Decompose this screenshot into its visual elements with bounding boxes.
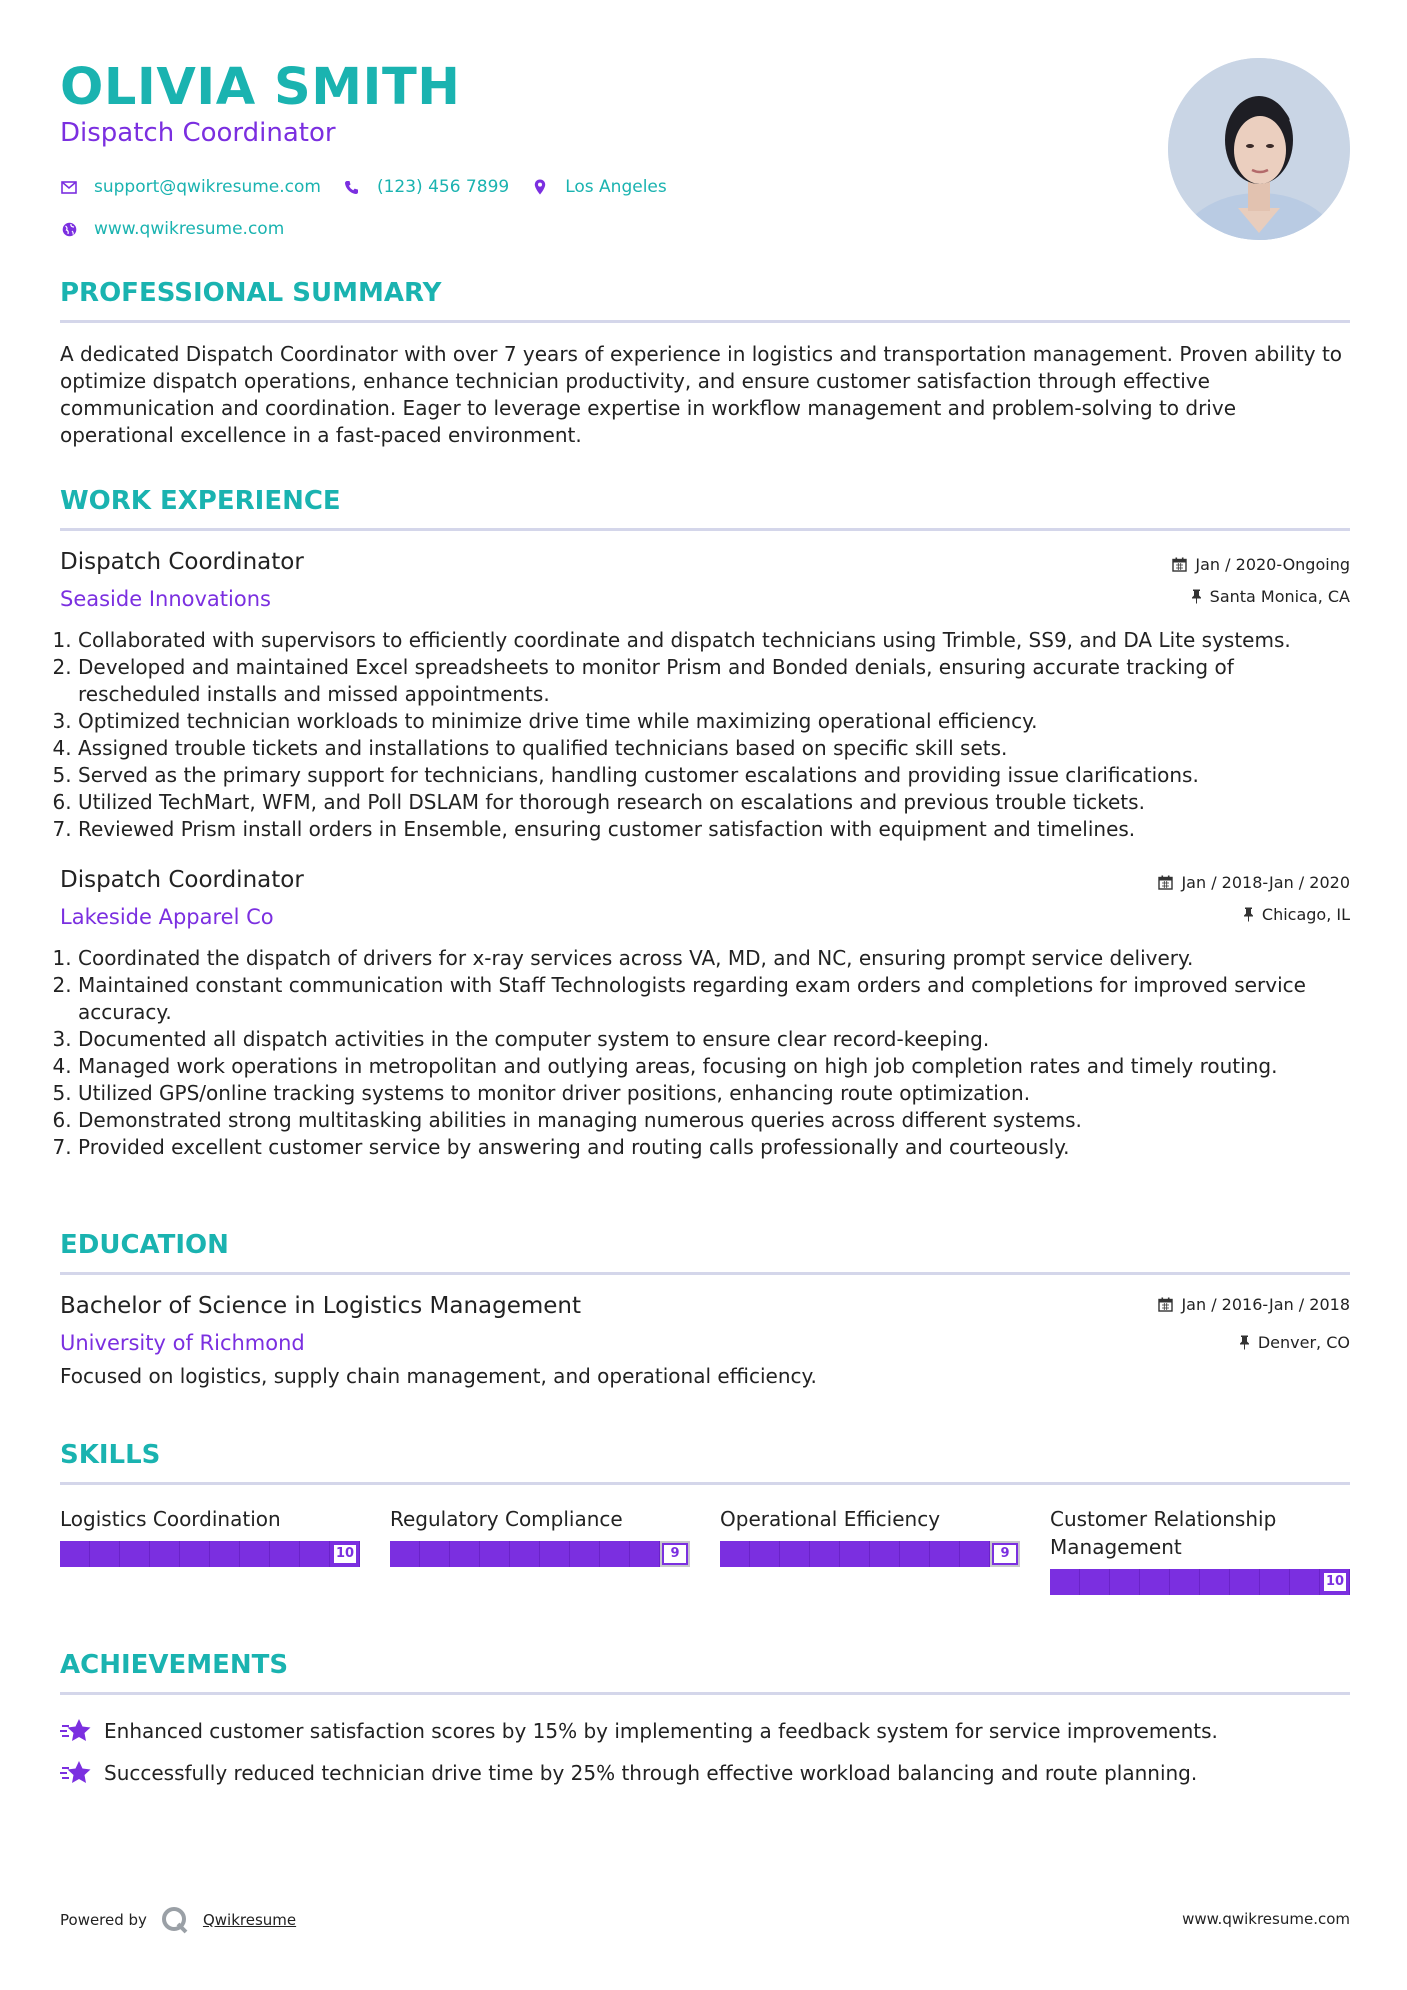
skill-name: Customer Relationship Management — [1050, 1507, 1277, 1559]
website-contact[interactable] — [60, 219, 284, 239]
list-item: 3. Documented all dispatch activities in the computer system to ensure clear record-keeping. — [78, 1026, 1350, 1053]
list-item: 7. Reviewed Prism install orders in Ensemble, ensuring customer satisfaction with equipment and timelines. — [78, 816, 1350, 843]
skill-segment — [210, 1541, 240, 1567]
skill-segment — [510, 1541, 540, 1567]
skill-segment — [630, 1541, 660, 1567]
skill-item — [720, 1505, 1020, 1595]
skill-segment — [240, 1541, 270, 1567]
skill-segment — [300, 1541, 330, 1567]
skill-segment — [930, 1541, 960, 1567]
email-contact[interactable] — [60, 177, 321, 197]
skill-segment — [450, 1541, 480, 1567]
list-item: 7. Provided excellent customer service by answering and routing calls professionally and courteously. — [78, 1134, 1350, 1161]
section-divider — [60, 528, 1350, 531]
skill-segment — [810, 1541, 840, 1567]
skill-segment — [1110, 1569, 1140, 1595]
skill-segment — [1140, 1569, 1170, 1595]
job-dates: Jan / 2018-Jan / 2020 — [1158, 873, 1350, 892]
skill-item — [60, 1505, 360, 1595]
skill-name: Regulatory Compliance — [390, 1507, 623, 1531]
skill-segment — [570, 1541, 600, 1567]
list-item: 5. Utilized GPS/online tracking systems to monitor driver positions, enhancing route optimization. — [78, 1080, 1350, 1107]
job-title: Dispatch Coordinator — [60, 549, 304, 575]
calendar-icon — [1158, 875, 1173, 890]
candidate-title: Dispatch Coordinator — [60, 118, 336, 148]
section-divider — [60, 1692, 1350, 1695]
skill-segment — [1260, 1569, 1290, 1595]
experience-section — [60, 486, 1350, 1161]
skill-segment — [1080, 1569, 1110, 1595]
skill-segment — [480, 1541, 510, 1567]
skill-segment — [120, 1541, 150, 1567]
section-divider — [60, 1482, 1350, 1485]
skill-segment — [1170, 1569, 1200, 1595]
globe-icon — [60, 220, 78, 238]
powered-by — [60, 1906, 296, 1934]
location-contact — [531, 177, 667, 197]
skill-segment — [60, 1541, 90, 1567]
location-text: Los Angeles — [565, 177, 667, 197]
education-heading: EDUCATION — [60, 1230, 229, 1260]
job-bullets — [60, 627, 1350, 843]
skill-rating-bar — [390, 1541, 690, 1567]
skill-segment — [960, 1541, 990, 1567]
section-divider — [60, 1272, 1350, 1275]
skill-segment — [900, 1541, 930, 1567]
list-item: 6. Demonstrated strong multitasking abilities in managing numerous queries across different systems. — [78, 1107, 1350, 1134]
email-text[interactable]: support@qwikresume.com — [94, 177, 321, 197]
education-section — [60, 1230, 1350, 1390]
achievement-text: Enhanced customer satisfaction scores by 15% by implementing a feedback system for service improvements. — [104, 1719, 1218, 1743]
skill-segment — [180, 1541, 210, 1567]
skill-segment — [720, 1541, 750, 1567]
skill-segment — [90, 1541, 120, 1567]
skill-rating-bar — [60, 1541, 360, 1567]
skill-rating-bar — [720, 1541, 1020, 1567]
resume-page — [60, 0, 1350, 1785]
skill-segment — [1290, 1569, 1320, 1595]
list-item: 4. Assigned trouble tickets and installations to qualified technicians based on specific skill sets. — [78, 735, 1350, 762]
skill-segment — [540, 1541, 570, 1567]
calendar-icon — [1158, 1297, 1173, 1312]
skill-segment — [600, 1541, 630, 1567]
job-location: Chicago, IL — [1243, 905, 1350, 924]
job-entry — [60, 867, 1350, 1161]
footer — [60, 1898, 1350, 1934]
skill-segment — [270, 1541, 300, 1567]
map-pin-icon — [531, 178, 549, 196]
website-text[interactable]: www.qwikresume.com — [94, 219, 285, 239]
job-bullets — [60, 945, 1350, 1161]
degree-title: Bachelor of Science in Logistics Management — [60, 1293, 582, 1319]
skill-segment — [390, 1541, 420, 1567]
skill-segment — [1230, 1569, 1260, 1595]
skills-list — [60, 1505, 1350, 1595]
phone-contact[interactable] — [343, 177, 509, 197]
section-divider — [60, 320, 1350, 323]
skills-heading: SKILLS — [60, 1440, 161, 1470]
job-location: Santa Monica, CA — [1191, 587, 1350, 606]
education-location: Denver, CO — [1239, 1333, 1350, 1352]
contact-info — [60, 172, 689, 256]
calendar-icon — [1172, 557, 1187, 572]
skill-segment — [780, 1541, 810, 1567]
achievement-item — [60, 1717, 1350, 1745]
summary-section — [60, 278, 1350, 449]
achievement-item — [60, 1759, 1350, 1787]
skill-score: 9 — [662, 1543, 688, 1565]
footer-website[interactable]: www.qwikresume.com — [1182, 1910, 1350, 1928]
pushpin-icon — [1191, 589, 1202, 604]
qwikresume-link[interactable]: Qwikresume — [202, 1911, 297, 1929]
powered-by-label: Powered by — [60, 1911, 147, 1929]
pushpin-icon — [1239, 1335, 1250, 1350]
list-item: 4. Managed work operations in metropolitan and outlying areas, focusing on high job completion rates and timely routing. — [78, 1053, 1350, 1080]
skill-name: Operational Efficiency — [720, 1507, 941, 1531]
school-name: University of Richmond — [60, 1331, 305, 1355]
summary-text: A dedicated Dispatch Coordinator with over 7 years of experience in logistics and transportation management. Proven ability to optimize dispatch operations, enhance technician productivity, and ensure customer satisfaction through effective communication and coordination. Eager to leverage expertise in workflow management and problem-solving to drive operational excellence in a fast-paced environment. — [60, 342, 1343, 447]
skill-segment — [750, 1541, 780, 1567]
skill-score: 10 — [1322, 1571, 1348, 1593]
list-item: 1. Coordinated the dispatch of drivers for x-ray services across VA, MD, and NC, ensuring prompt service delivery. — [78, 945, 1350, 972]
achievements-heading: ACHIEVEMENTS — [60, 1650, 289, 1680]
company-name: Seaside Innovations — [60, 587, 271, 611]
skill-name: Logistics Coordination — [60, 1507, 281, 1531]
profile-photo — [1168, 58, 1350, 240]
skill-segment — [870, 1541, 900, 1567]
education-entry — [60, 1293, 1350, 1390]
skill-item — [1050, 1505, 1350, 1595]
list-item: 3. Optimized technician workloads to minimize drive time while maximizing operational efficiency. — [78, 708, 1350, 735]
candidate-name: OLIVIA SMITH — [60, 58, 461, 117]
education-dates: Jan / 2016-Jan / 2018 — [1158, 1295, 1350, 1314]
achievements-section — [60, 1650, 1350, 1787]
qwikresume-logo-icon — [161, 1906, 189, 1934]
skills-section — [60, 1440, 1350, 1595]
job-title: Dispatch Coordinator — [60, 867, 304, 893]
phone-text[interactable]: (123) 456 7899 — [376, 177, 510, 197]
phone-icon — [343, 178, 361, 196]
experience-heading: WORK EXPERIENCE — [60, 486, 341, 516]
skill-segment — [150, 1541, 180, 1567]
achievement-text: Successfully reduced technician drive time by 25% through effective workload balancing and route planning. — [104, 1761, 1198, 1785]
star-icon — [60, 1717, 92, 1745]
summary-heading: PROFESSIONAL SUMMARY — [60, 278, 442, 308]
company-name: Lakeside Apparel Co — [60, 905, 274, 929]
list-item: 2. Maintained constant communication with Staff Technologists regarding exam orders and completions for improved service accuracy. — [78, 972, 1350, 1026]
job-dates: Jan / 2020-Ongoing — [1172, 555, 1350, 574]
envelope-icon — [60, 178, 78, 196]
job-entry — [60, 549, 1350, 843]
skill-rating-bar — [1050, 1569, 1350, 1595]
skill-score: 9 — [992, 1543, 1018, 1565]
list-item: 5. Served as the primary support for technicians, handling customer escalations and providing issue clarifications. — [78, 762, 1350, 789]
skill-segment — [420, 1541, 450, 1567]
star-icon — [60, 1759, 92, 1787]
list-item: 2. Developed and maintained Excel spreadsheets to monitor Prism and Bonded denials, ensuring accurate tracking of rescheduled installs and missed appointments. — [78, 654, 1350, 708]
skill-score: 10 — [332, 1543, 358, 1565]
skill-segment — [1200, 1569, 1230, 1595]
skill-segment — [840, 1541, 870, 1567]
list-item: 1. Collaborated with supervisors to efficiently coordinate and dispatch technicians using Trimble, SS9, and DA Lite systems. — [78, 627, 1350, 654]
skill-segment — [1050, 1569, 1080, 1595]
header — [60, 0, 1350, 240]
list-item: 6. Utilized TechMart, WFM, and Poll DSLAM for thorough research on escalations and previous trouble tickets. — [78, 789, 1350, 816]
pushpin-icon — [1243, 907, 1254, 922]
skill-item — [390, 1505, 690, 1595]
education-description: Focused on logistics, supply chain management, and operational efficiency. — [60, 1364, 817, 1388]
